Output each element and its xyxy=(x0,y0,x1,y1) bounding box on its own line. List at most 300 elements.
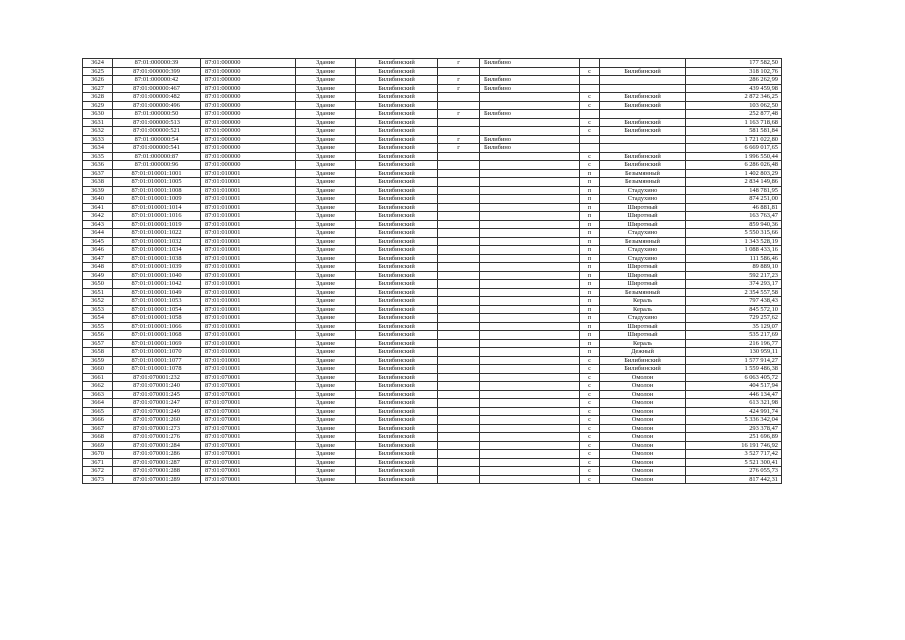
settlement-type-2-cell: с xyxy=(580,382,600,391)
settlement-type-1-cell xyxy=(438,424,480,433)
settlement-type-1-cell xyxy=(438,263,480,272)
settlement-type-2-cell: п xyxy=(580,212,600,221)
table-row xyxy=(83,263,782,272)
row-number-cell: 3638 xyxy=(83,178,113,187)
settlement-type-1-cell: г xyxy=(438,84,480,93)
district-cell: Билибинский xyxy=(356,314,438,323)
settlement-name-2-cell: Омолон xyxy=(600,467,686,476)
settlement-type-2-cell: п xyxy=(580,280,600,289)
cadastral-number-cell: 87:01:000000:521 xyxy=(113,127,201,136)
settlement-name-1-cell xyxy=(480,246,580,255)
settlement-type-1-cell xyxy=(438,475,480,484)
object-type-cell: Здание xyxy=(296,416,356,425)
object-type-cell: Здание xyxy=(296,212,356,221)
table-row xyxy=(83,331,782,340)
cadastral-value-cell: 1 163 718,68 xyxy=(686,118,782,127)
object-type-cell: Здание xyxy=(296,322,356,331)
table-row xyxy=(83,297,782,306)
cadastral-block-cell: 87:01:010001 xyxy=(201,220,296,229)
row-number-cell: 3633 xyxy=(83,135,113,144)
object-type-cell: Здание xyxy=(296,373,356,382)
row-number-cell: 3670 xyxy=(83,450,113,459)
settlement-name-1-cell xyxy=(480,390,580,399)
row-number-cell: 3642 xyxy=(83,212,113,221)
settlement-type-1-cell xyxy=(438,322,480,331)
settlement-name-1-cell xyxy=(480,212,580,221)
settlement-name-1-cell xyxy=(480,373,580,382)
cadastral-table xyxy=(82,58,782,484)
district-cell: Билибинский xyxy=(356,84,438,93)
settlement-type-2-cell: п xyxy=(580,186,600,195)
settlement-type-2-cell: с xyxy=(580,93,600,102)
row-number-cell: 3649 xyxy=(83,271,113,280)
cadastral-value-cell: 16 191 746,92 xyxy=(686,441,782,450)
cadastral-block-cell: 87:01:010001 xyxy=(201,297,296,306)
cadastral-number-cell: 87:01:000000:50 xyxy=(113,110,201,119)
settlement-name-2-cell: Широтный xyxy=(600,271,686,280)
cadastral-block-cell: 87:01:000000 xyxy=(201,161,296,170)
cadastral-number-cell: 87:01:010001:1022 xyxy=(113,229,201,238)
table-row xyxy=(83,212,782,221)
district-cell: Билибинский xyxy=(356,93,438,102)
cadastral-value-cell: 374 293,17 xyxy=(686,280,782,289)
cadastral-number-cell: 87:01:010001:1068 xyxy=(113,331,201,340)
table-body xyxy=(83,59,782,484)
district-cell: Билибинский xyxy=(356,237,438,246)
row-number-cell: 3654 xyxy=(83,314,113,323)
settlement-type-2-cell: с xyxy=(580,441,600,450)
cadastral-number-cell: 87:01:000000:96 xyxy=(113,161,201,170)
district-cell: Билибинский xyxy=(356,348,438,357)
settlement-name-1-cell xyxy=(480,254,580,263)
settlement-type-1-cell xyxy=(438,467,480,476)
district-cell: Билибинский xyxy=(356,450,438,459)
table-row xyxy=(83,382,782,391)
settlement-type-1-cell xyxy=(438,280,480,289)
table-row xyxy=(83,450,782,459)
district-cell: Билибинский xyxy=(356,322,438,331)
settlement-name-1-cell xyxy=(480,424,580,433)
table-row xyxy=(83,144,782,153)
cadastral-block-cell: 87:01:070001 xyxy=(201,424,296,433)
cadastral-number-cell: 87:01:000000:39 xyxy=(113,59,201,68)
settlement-type-1-cell xyxy=(438,220,480,229)
table-row xyxy=(83,390,782,399)
cadastral-number-cell: 87:01:010001:1053 xyxy=(113,297,201,306)
object-type-cell: Здание xyxy=(296,356,356,365)
cadastral-value-cell: 1 996 550,44 xyxy=(686,152,782,161)
settlement-type-2-cell xyxy=(580,135,600,144)
cadastral-block-cell: 87:01:010001 xyxy=(201,195,296,204)
table-row xyxy=(83,178,782,187)
row-number-cell: 3665 xyxy=(83,407,113,416)
settlement-name-2-cell: Омолон xyxy=(600,399,686,408)
object-type-cell: Здание xyxy=(296,186,356,195)
row-number-cell: 3650 xyxy=(83,280,113,289)
cadastral-number-cell: 87:01:010001:1069 xyxy=(113,339,201,348)
settlement-name-2-cell: Стадухино xyxy=(600,186,686,195)
table-row xyxy=(83,237,782,246)
settlement-name-1-cell xyxy=(480,186,580,195)
settlement-type-2-cell: с xyxy=(580,161,600,170)
cadastral-block-cell: 87:01:070001 xyxy=(201,399,296,408)
cadastral-number-cell: 87:01:000000:496 xyxy=(113,101,201,110)
table-row xyxy=(83,407,782,416)
settlement-name-2-cell: Стадухино xyxy=(600,314,686,323)
settlement-type-1-cell xyxy=(438,93,480,102)
district-cell: Билибинский xyxy=(356,169,438,178)
cadastral-block-cell: 87:01:010001 xyxy=(201,263,296,272)
table-row xyxy=(83,220,782,229)
cadastral-number-cell: 87:01:010001:1008 xyxy=(113,186,201,195)
district-cell: Билибинский xyxy=(356,118,438,127)
cadastral-value-cell: 797 438,43 xyxy=(686,297,782,306)
row-number-cell: 3664 xyxy=(83,399,113,408)
table-row xyxy=(83,314,782,323)
settlement-type-2-cell xyxy=(580,110,600,119)
settlement-type-2-cell: с xyxy=(580,450,600,459)
cadastral-block-cell: 87:01:010001 xyxy=(201,280,296,289)
settlement-type-2-cell: с xyxy=(580,127,600,136)
cadastral-block-cell: 87:01:000000 xyxy=(201,101,296,110)
cadastral-value-cell: 1 402 803,29 xyxy=(686,169,782,178)
cadastral-block-cell: 87:01:070001 xyxy=(201,475,296,484)
settlement-type-2-cell: с xyxy=(580,365,600,374)
object-type-cell: Здание xyxy=(296,271,356,280)
cadastral-value-cell: 2 872 346,25 xyxy=(686,93,782,102)
district-cell: Билибинский xyxy=(356,356,438,365)
cadastral-block-cell: 87:01:070001 xyxy=(201,450,296,459)
settlement-name-1-cell xyxy=(480,271,580,280)
settlement-type-2-cell: с xyxy=(580,356,600,365)
settlement-name-2-cell: Билибинский xyxy=(600,127,686,136)
table-row xyxy=(83,458,782,467)
object-type-cell: Здание xyxy=(296,118,356,127)
table-row xyxy=(83,127,782,136)
object-type-cell: Здание xyxy=(296,76,356,85)
settlement-name-1-cell: Билибино xyxy=(480,84,580,93)
object-type-cell: Здание xyxy=(296,458,356,467)
settlement-name-2-cell: Билибинский xyxy=(600,365,686,374)
cadastral-block-cell: 87:01:010001 xyxy=(201,186,296,195)
cadastral-number-cell: 87:01:000000:399 xyxy=(113,67,201,76)
settlement-name-1-cell xyxy=(480,348,580,357)
cadastral-number-cell: 87:01:070001:288 xyxy=(113,467,201,476)
cadastral-value-cell: 729 257,62 xyxy=(686,314,782,323)
cadastral-block-cell: 87:01:070001 xyxy=(201,407,296,416)
object-type-cell: Здание xyxy=(296,433,356,442)
settlement-name-2-cell: Дежный xyxy=(600,348,686,357)
object-type-cell: Здание xyxy=(296,203,356,212)
cadastral-block-cell: 87:01:010001 xyxy=(201,246,296,255)
cadastral-number-cell: 87:01:000000:467 xyxy=(113,84,201,93)
table-row xyxy=(83,288,782,297)
settlement-name-1-cell: Билибино xyxy=(480,110,580,119)
table-row xyxy=(83,186,782,195)
district-cell: Билибинский xyxy=(356,59,438,68)
settlement-name-2-cell: Билибинский xyxy=(600,118,686,127)
cadastral-value-cell: 5 521 300,41 xyxy=(686,458,782,467)
cadastral-number-cell: 87:01:010001:1001 xyxy=(113,169,201,178)
cadastral-block-cell: 87:01:010001 xyxy=(201,178,296,187)
settlement-type-1-cell xyxy=(438,356,480,365)
row-number-cell: 3652 xyxy=(83,297,113,306)
cadastral-value-cell: 163 763,47 xyxy=(686,212,782,221)
settlement-name-1-cell xyxy=(480,178,580,187)
settlement-type-2-cell: п xyxy=(580,271,600,280)
settlement-type-2-cell: с xyxy=(580,458,600,467)
row-number-cell: 3627 xyxy=(83,84,113,93)
table-row xyxy=(83,246,782,255)
settlement-type-1-cell xyxy=(438,382,480,391)
settlement-type-1-cell xyxy=(438,101,480,110)
cadastral-block-cell: 87:01:010001 xyxy=(201,169,296,178)
row-number-cell: 3671 xyxy=(83,458,113,467)
object-type-cell: Здание xyxy=(296,280,356,289)
cadastral-number-cell: 87:01:010001:1077 xyxy=(113,356,201,365)
cadastral-block-cell: 87:01:010001 xyxy=(201,229,296,238)
row-number-cell: 3644 xyxy=(83,229,113,238)
settlement-name-2-cell: Омолон xyxy=(600,458,686,467)
district-cell: Билибинский xyxy=(356,305,438,314)
settlement-name-2-cell: Омолон xyxy=(600,407,686,416)
settlement-name-1-cell xyxy=(480,161,580,170)
object-type-cell: Здание xyxy=(296,169,356,178)
row-number-cell: 3672 xyxy=(83,467,113,476)
cadastral-block-cell: 87:01:000000 xyxy=(201,67,296,76)
settlement-name-2-cell xyxy=(600,59,686,68)
row-number-cell: 3668 xyxy=(83,433,113,442)
settlement-name-1-cell xyxy=(480,263,580,272)
district-cell: Билибинский xyxy=(356,135,438,144)
district-cell: Билибинский xyxy=(356,76,438,85)
district-cell: Билибинский xyxy=(356,67,438,76)
object-type-cell: Здание xyxy=(296,144,356,153)
settlement-type-1-cell xyxy=(438,407,480,416)
table-row xyxy=(83,152,782,161)
settlement-name-2-cell: Стадухино xyxy=(600,195,686,204)
cadastral-block-cell: 87:01:010001 xyxy=(201,288,296,297)
row-number-cell: 3658 xyxy=(83,348,113,357)
district-cell: Билибинский xyxy=(356,458,438,467)
settlement-name-2-cell: Билибинский xyxy=(600,67,686,76)
settlement-name-1-cell xyxy=(480,475,580,484)
cadastral-block-cell: 87:01:070001 xyxy=(201,373,296,382)
settlement-name-2-cell xyxy=(600,84,686,93)
settlement-type-1-cell xyxy=(438,331,480,340)
object-type-cell: Здание xyxy=(296,237,356,246)
table-row xyxy=(83,110,782,119)
cadastral-block-cell: 87:01:070001 xyxy=(201,458,296,467)
settlement-type-1-cell xyxy=(438,305,480,314)
cadastral-number-cell: 87:01:010001:1038 xyxy=(113,254,201,263)
cadastral-value-cell: 1 343 528,19 xyxy=(686,237,782,246)
settlement-type-1-cell: г xyxy=(438,59,480,68)
cadastral-number-cell: 87:01:010001:1058 xyxy=(113,314,201,323)
cadastral-number-cell: 87:01:010001:1078 xyxy=(113,365,201,374)
settlement-type-1-cell xyxy=(438,297,480,306)
settlement-type-1-cell: г xyxy=(438,110,480,119)
settlement-name-1-cell xyxy=(480,314,580,323)
table-row xyxy=(83,271,782,280)
cadastral-number-cell: 87:01:000000:87 xyxy=(113,152,201,161)
settlement-type-2-cell: с xyxy=(580,118,600,127)
settlement-name-1-cell xyxy=(480,169,580,178)
cadastral-number-cell: 87:01:010001:1070 xyxy=(113,348,201,357)
settlement-name-1-cell xyxy=(480,322,580,331)
cadastral-value-cell: 251 696,89 xyxy=(686,433,782,442)
table-row xyxy=(83,373,782,382)
settlement-name-2-cell: Омолон xyxy=(600,441,686,450)
settlement-name-2-cell: Стадухино xyxy=(600,229,686,238)
settlement-name-1-cell xyxy=(480,399,580,408)
document-sheet xyxy=(82,58,781,484)
settlement-name-2-cell: Безымянный xyxy=(600,169,686,178)
object-type-cell: Здание xyxy=(296,348,356,357)
settlement-name-2-cell xyxy=(600,110,686,119)
cadastral-value-cell: 6 286 026,48 xyxy=(686,161,782,170)
district-cell: Билибинский xyxy=(356,246,438,255)
cadastral-block-cell: 87:01:000000 xyxy=(201,127,296,136)
settlement-type-2-cell xyxy=(580,84,600,93)
district-cell: Билибинский xyxy=(356,441,438,450)
cadastral-value-cell: 1 088 433,16 xyxy=(686,246,782,255)
cadastral-number-cell: 87:01:070001:276 xyxy=(113,433,201,442)
table-row xyxy=(83,254,782,263)
cadastral-block-cell: 87:01:010001 xyxy=(201,339,296,348)
row-number-cell: 3625 xyxy=(83,67,113,76)
district-cell: Билибинский xyxy=(356,127,438,136)
settlement-name-2-cell: Кераль xyxy=(600,305,686,314)
table-row xyxy=(83,229,782,238)
cadastral-block-cell: 87:01:000000 xyxy=(201,84,296,93)
settlement-type-1-cell xyxy=(438,169,480,178)
cadastral-number-cell: 87:01:070001:247 xyxy=(113,399,201,408)
cadastral-number-cell: 87:01:070001:273 xyxy=(113,424,201,433)
object-type-cell: Здание xyxy=(296,254,356,263)
settlement-type-2-cell: п xyxy=(580,339,600,348)
cadastral-value-cell: 874 251,00 xyxy=(686,195,782,204)
district-cell: Билибинский xyxy=(356,416,438,425)
cadastral-value-cell: 1 559 486,38 xyxy=(686,365,782,374)
district-cell: Билибинский xyxy=(356,475,438,484)
settlement-name-2-cell: Билибинский xyxy=(600,161,686,170)
object-type-cell: Здание xyxy=(296,135,356,144)
settlement-name-2-cell: Омолон xyxy=(600,373,686,382)
object-type-cell: Здание xyxy=(296,67,356,76)
object-type-cell: Здание xyxy=(296,450,356,459)
settlement-name-1-cell: Билибино xyxy=(480,144,580,153)
cadastral-value-cell: 286 262,99 xyxy=(686,76,782,85)
cadastral-number-cell: 87:01:070001:286 xyxy=(113,450,201,459)
settlement-name-2-cell: Широтный xyxy=(600,331,686,340)
row-number-cell: 3628 xyxy=(83,93,113,102)
cadastral-number-cell: 87:01:070001:284 xyxy=(113,441,201,450)
table-row xyxy=(83,441,782,450)
settlement-type-1-cell xyxy=(438,195,480,204)
cadastral-value-cell: 1 721 022,80 xyxy=(686,135,782,144)
settlement-name-1-cell xyxy=(480,195,580,204)
row-number-cell: 3663 xyxy=(83,390,113,399)
settlement-type-1-cell xyxy=(438,212,480,221)
settlement-name-2-cell: Билибинский xyxy=(600,93,686,102)
cadastral-number-cell: 87:01:010001:1032 xyxy=(113,237,201,246)
settlement-type-1-cell xyxy=(438,237,480,246)
district-cell: Билибинский xyxy=(356,186,438,195)
cadastral-value-cell: 535 217,69 xyxy=(686,331,782,340)
table-row xyxy=(83,424,782,433)
district-cell: Билибинский xyxy=(356,229,438,238)
settlement-type-1-cell: г xyxy=(438,144,480,153)
cadastral-block-cell: 87:01:070001 xyxy=(201,382,296,391)
table-row xyxy=(83,475,782,484)
settlement-name-1-cell xyxy=(480,237,580,246)
district-cell: Билибинский xyxy=(356,263,438,272)
settlement-type-1-cell xyxy=(438,161,480,170)
cadastral-value-cell: 592 217,23 xyxy=(686,271,782,280)
district-cell: Билибинский xyxy=(356,101,438,110)
cadastral-block-cell: 87:01:010001 xyxy=(201,212,296,221)
settlement-name-1-cell xyxy=(480,203,580,212)
row-number-cell: 3626 xyxy=(83,76,113,85)
settlement-type-2-cell: п xyxy=(580,229,600,238)
settlement-name-2-cell: Омолон xyxy=(600,424,686,433)
settlement-name-1-cell: Билибино xyxy=(480,76,580,85)
cadastral-block-cell: 87:01:000000 xyxy=(201,152,296,161)
settlement-type-1-cell xyxy=(438,450,480,459)
settlement-name-1-cell xyxy=(480,441,580,450)
settlement-name-1-cell xyxy=(480,101,580,110)
settlement-type-2-cell: п xyxy=(580,203,600,212)
cadastral-value-cell: 5 336 342,04 xyxy=(686,416,782,425)
table-row xyxy=(83,203,782,212)
cadastral-number-cell: 87:01:000000:541 xyxy=(113,144,201,153)
settlement-name-2-cell: Широтный xyxy=(600,280,686,289)
settlement-name-1-cell xyxy=(480,356,580,365)
cadastral-number-cell: 87:01:070001:245 xyxy=(113,390,201,399)
settlement-name-2-cell: Омолон xyxy=(600,416,686,425)
settlement-type-2-cell: п xyxy=(580,348,600,357)
table-row xyxy=(83,169,782,178)
settlement-name-2-cell: Билибинский xyxy=(600,101,686,110)
row-number-cell: 3624 xyxy=(83,59,113,68)
settlement-name-1-cell xyxy=(480,118,580,127)
district-cell: Билибинский xyxy=(356,373,438,382)
settlement-name-2-cell: Омолон xyxy=(600,475,686,484)
settlement-type-1-cell xyxy=(438,288,480,297)
cadastral-value-cell: 5 550 315,66 xyxy=(686,229,782,238)
cadastral-value-cell: 148 781,95 xyxy=(686,186,782,195)
row-number-cell: 3659 xyxy=(83,356,113,365)
settlement-name-1-cell xyxy=(480,220,580,229)
object-type-cell: Здание xyxy=(296,339,356,348)
cadastral-number-cell: 87:01:010001:1039 xyxy=(113,263,201,272)
cadastral-number-cell: 87:01:010001:1019 xyxy=(113,220,201,229)
settlement-name-2-cell: Широтный xyxy=(600,220,686,229)
settlement-name-1-cell: Билибино xyxy=(480,59,580,68)
row-number-cell: 3673 xyxy=(83,475,113,484)
cadastral-number-cell: 87:01:070001:232 xyxy=(113,373,201,382)
settlement-type-1-cell xyxy=(438,339,480,348)
row-number-cell: 3639 xyxy=(83,186,113,195)
cadastral-block-cell: 87:01:010001 xyxy=(201,254,296,263)
cadastral-number-cell: 87:01:010001:1005 xyxy=(113,178,201,187)
settlement-name-1-cell xyxy=(480,305,580,314)
settlement-type-1-cell xyxy=(438,246,480,255)
district-cell: Билибинский xyxy=(356,144,438,153)
settlement-type-1-cell xyxy=(438,118,480,127)
settlement-type-1-cell xyxy=(438,152,480,161)
